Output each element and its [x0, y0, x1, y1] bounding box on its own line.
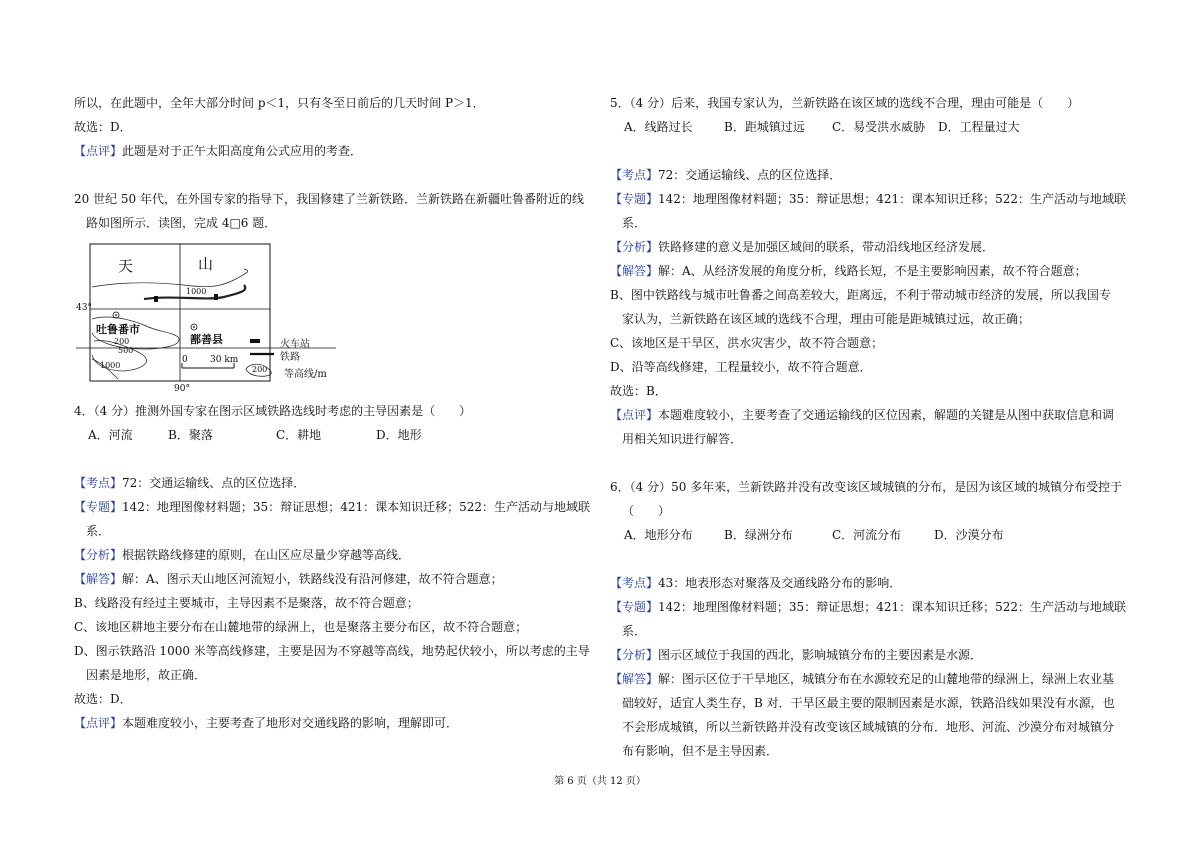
- answer-d-cont: 因素是地形，故正确．: [86, 668, 207, 682]
- question-stem: 5．（4 分）后来，我国专家认为，兰新铁路在该区域的选线不合理，理由可能是（ ）: [610, 96, 1080, 110]
- legend-station-symbol: [250, 339, 260, 343]
- contour-label: 200: [114, 337, 130, 346]
- fenxi: 【分析】铁路修建的意义是加强区域间的联系，带动沿线地区经济发展．: [610, 240, 995, 254]
- contour-label: 500: [118, 346, 134, 355]
- page-footer: 第 6 页（共 12 页）: [554, 776, 646, 787]
- right-column: [610, 91, 1130, 763]
- jieda-cont: 布有影响，但不是主导因素．: [622, 744, 779, 758]
- option-b: B．聚落: [168, 428, 213, 442]
- map-latitude: 43°: [76, 303, 92, 313]
- kaodian: 【考点】72：交通运输线、点的区位选择．: [610, 168, 842, 182]
- tag-label: 【点评】: [74, 144, 123, 158]
- option-b: B．距城镇过远: [724, 120, 805, 134]
- railway-map: [74, 241, 354, 397]
- map-label-tian: 天: [118, 257, 134, 275]
- contour-label: 1000: [100, 361, 121, 370]
- fenxi: 【分析】根据铁路线修建的原则，在山区应尽量少穿越等高线．: [74, 548, 411, 562]
- question-stem: 6．（4 分）50 多年来，兰新铁路并没有改变该区域城镇的分布，是因为该区域的城镇分布受控于: [610, 480, 1123, 494]
- answer-c: C、该地区耕地主要分布在山麓地带的绿洲上，也是聚落主要分布区，故不符合题意；: [74, 620, 528, 634]
- jieda: 【解答】解：A、图示天山地区河流短小，铁路线没有沿河修建，故不符合题意；: [74, 572, 503, 586]
- option-d: D．沙漠分布: [934, 528, 1004, 542]
- intro-line: 20 世纪 50 年代，在外国专家的指导下，我国修建了兰新铁路．兰新铁路在新疆吐鲁番附近的线: [74, 192, 584, 206]
- question-stem: 4．（4 分）推测外国专家在图示区域铁路选线时考虑的主导因素是（ ）: [74, 404, 472, 418]
- jieda-cont: 础较好，适宜人类生存，B 对．干旱区最主要的限制因素是水源，铁路沿线如果没有水源，也: [622, 696, 1115, 710]
- dianping: 【点评】本题难度较小，主要考查了交通运输线的区位因素，解题的关键是从图中获取信息和调: [610, 408, 1115, 422]
- map-longitude: 90°: [174, 384, 190, 394]
- fenxi: 【分析】图示区域位于我国的西北，影响城镇分布的主要因素是水源．: [610, 648, 983, 662]
- scale-distance: 30 km: [210, 355, 239, 365]
- left-column: [74, 91, 594, 735]
- answer-b: B、图中铁路线与城市吐鲁番之间高差较大，距离远，不利于带动城市经济的发展，所以我国专: [610, 288, 1111, 302]
- kaodian: 【考点】72：交通运输线、点的区位选择．: [74, 476, 306, 490]
- dianping-cont: 用相关知识进行解答．: [622, 432, 743, 446]
- option-b: B．绿洲分布: [724, 528, 793, 542]
- option-a: A．地形分布: [624, 528, 693, 542]
- option-c: C．河流分布: [832, 528, 902, 542]
- jieda: 【解答】解：图示区位于干旱地区，城镇分布在水源较充足的山麓地带的绿洲上，绿洲上农业基: [610, 672, 1115, 686]
- station-marker: [214, 294, 218, 300]
- zhuanti-cont: 系．: [622, 216, 647, 230]
- kaodian: 【考点】43：地表形态对聚落及交通线路分布的影响．: [610, 576, 902, 590]
- options: [610, 115, 1130, 139]
- city-label-shanshan: 鄯善县: [190, 333, 223, 346]
- answer-line: 故选：D．: [74, 120, 132, 134]
- contour-label: 1000: [186, 287, 207, 296]
- answer-d: D、图示铁路沿 1000 米等高线修建，主要是因为不穿越等高线，地势起伏较小，所以考虑的主导: [74, 644, 590, 658]
- answer-select: 故选：B．: [610, 384, 667, 398]
- legend-station-label: 火车站: [280, 339, 310, 350]
- zhuanti: 【专题】142：地理图像材料题；35：辩证思想；421：课本知识迁移；522：生产活动与地域联: [74, 500, 591, 514]
- map-label-shan: 山: [198, 255, 214, 273]
- legend-contour-num: 200: [252, 365, 268, 374]
- legend-contour-label: 等高线/m: [284, 369, 327, 380]
- options: [610, 523, 1130, 547]
- zhuanti-cont: 系．: [86, 524, 111, 538]
- station-marker: [154, 296, 158, 302]
- scale-zero: 0: [182, 355, 188, 365]
- options: [74, 423, 594, 447]
- intro-line: 路如图所示．读图，完成 4□6 题．: [86, 216, 277, 230]
- city-label-turpan: 吐鲁番市: [96, 323, 140, 336]
- zhuanti-cont: 系．: [622, 624, 647, 638]
- answer-b-cont: 家认为，兰新铁路在该区域的选线不合理，理由可能是距城镇过远，故正确；: [622, 312, 1031, 326]
- answer-c: C、该地区是干旱区，洪水灾害少，故不符合题意；: [610, 336, 884, 350]
- jieda-cont: 不会形成城镇，所以兰新铁路并没有改变该区域城镇的分布．地形、河流、沙漠分布对城镇分: [622, 720, 1115, 734]
- option-c: C．耕地: [276, 428, 322, 442]
- answer-b: B、线路没有经过主要城市，主导因素不是聚落，故不符合题意；: [74, 596, 419, 610]
- option-a: A．河流: [88, 428, 133, 442]
- question-stem-cont: （ ）: [622, 504, 671, 518]
- jieda: 【解答】解：A、从经济发展的角度分析，线路长短，不是主要影响因素，故不符合题意；: [610, 264, 1087, 278]
- text-line: 所以，在此题中，全年大部分时间 p＜1，只有冬至日前后的几天时间 P＞1．: [74, 96, 485, 110]
- zhuanti: 【专题】142：地理图像材料题；35：辩证思想；421：课本知识迁移；522：生产活动与地域联: [610, 600, 1127, 614]
- answer-select: 故选：D．: [74, 692, 132, 706]
- dianping: 【点评】本题难度较小，主要考查了地形对交通线路的影响，理解即可．: [74, 716, 459, 730]
- option-a: A．线路过长: [624, 120, 693, 134]
- option-d: D．工程量过大: [938, 120, 1020, 134]
- legend-rail-label: 铁路: [280, 352, 300, 363]
- zhuanti: 【专题】142：地理图像材料题；35：辩证思想；421：课本知识迁移；522：生产活动与地域联: [610, 192, 1127, 206]
- answer-d: D、沿等高线修建，工程量较小，故不符合题意．: [610, 360, 872, 374]
- comment-line: 【点评】此题是对于正午太阳高度角公式应用的考查．: [74, 144, 363, 158]
- option-d: D．地形: [376, 428, 422, 442]
- option-c: C．易受洪水威胁: [832, 120, 926, 134]
